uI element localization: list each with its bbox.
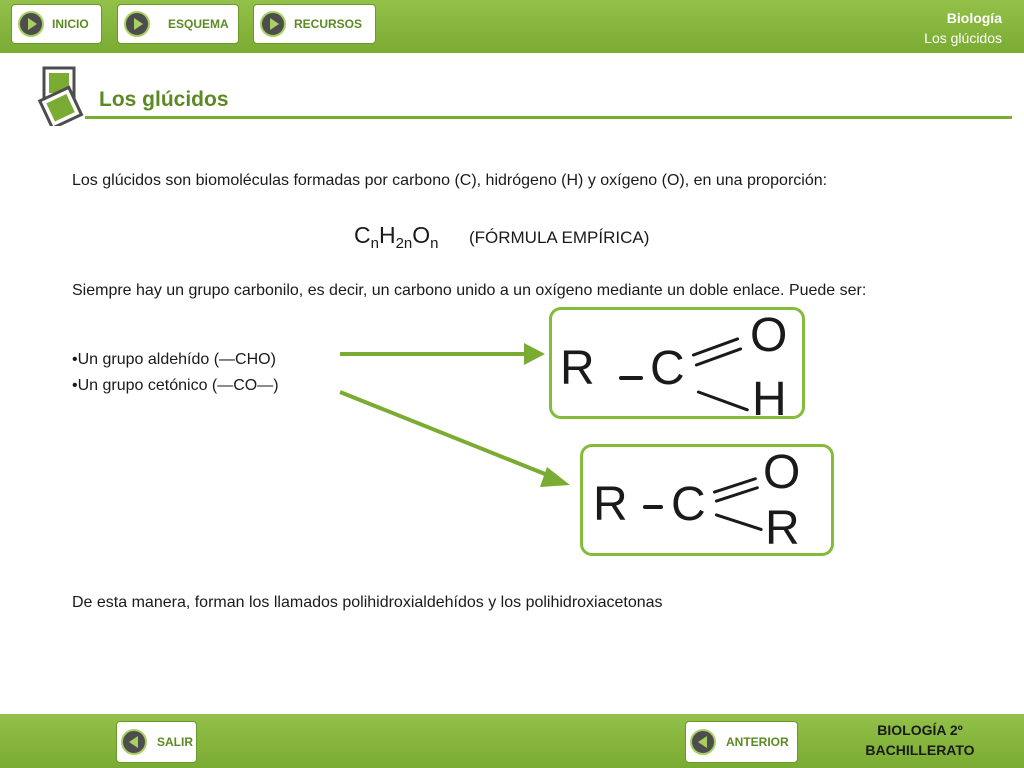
formula-h: H	[378, 222, 396, 248]
aldehyde-c: C	[650, 342, 685, 395]
header-topic: Los glúcidos	[924, 30, 1002, 46]
anterior-button[interactable]	[685, 721, 798, 763]
carbonyl-paragraph: Siempre hay un grupo carbonilo, es decir, un carbono unido a un oxígeno mediante un doble enlace. Puede ser:	[72, 282, 867, 299]
course-line-1: BIOLOGÍA 2º	[877, 722, 963, 738]
section-title: Los glúcidos	[99, 88, 229, 111]
course-line-2: BACHILLERATO	[865, 742, 975, 758]
aldehyde-double-bond-1	[691, 337, 739, 357]
inicio-label: INICIO	[52, 17, 89, 31]
formula-sub-n: n	[370, 235, 379, 252]
salir-label: SALIR	[157, 735, 193, 749]
aldehyde-h: H	[752, 373, 787, 426]
back-icon	[690, 729, 716, 755]
course-label	[820, 720, 1020, 760]
salir-button[interactable]	[116, 721, 197, 763]
formula-sub-2n: 2n	[395, 235, 413, 252]
formula-c: C	[354, 222, 371, 248]
aldehyde-h-bond	[696, 390, 749, 412]
formula-sub-n2: n	[430, 235, 439, 252]
header-subject: Biología	[946, 10, 1002, 26]
ketone-c: C	[671, 478, 706, 531]
arrow-to-aldehyde	[340, 343, 545, 365]
bullet-ketone: •Un grupo cetónico (—CO—)	[72, 377, 279, 394]
ketone-r2: R	[765, 502, 800, 555]
aldehyde-o: O	[750, 309, 788, 362]
arrow-to-ketone	[340, 392, 570, 487]
ketone-o: O	[763, 446, 801, 499]
ketone-r2-bond	[715, 513, 763, 531]
esquema-label: ESQUEMA	[168, 17, 229, 31]
anterior-label: ANTERIOR	[726, 735, 789, 749]
intro-paragraph: Los glúcidos son biomoléculas formadas por carbono (C), hidrógeno (H) y oxígeno (O), en una proporción:	[72, 172, 828, 189]
formula-note: (FÓRMULA EMPÍRICA)	[468, 228, 650, 247]
aldehyde-single-bond	[619, 376, 643, 380]
conclusion-paragraph: De esta manera, forman los llamados polihidroxialdehídos y los polihidroxiacetonas	[72, 594, 663, 611]
recursos-label: RECURSOS	[294, 17, 363, 31]
aldehyde-structure	[549, 307, 805, 426]
ketone-structure	[580, 444, 834, 556]
ketone-r: R	[593, 478, 628, 531]
back-icon	[121, 729, 147, 755]
aldehyde-r: R	[560, 342, 595, 395]
ketone-single-bond	[643, 505, 663, 509]
bullet-aldehyde: •Un grupo aldehído (—CHO)	[72, 351, 276, 368]
formula-o: O	[412, 222, 431, 248]
